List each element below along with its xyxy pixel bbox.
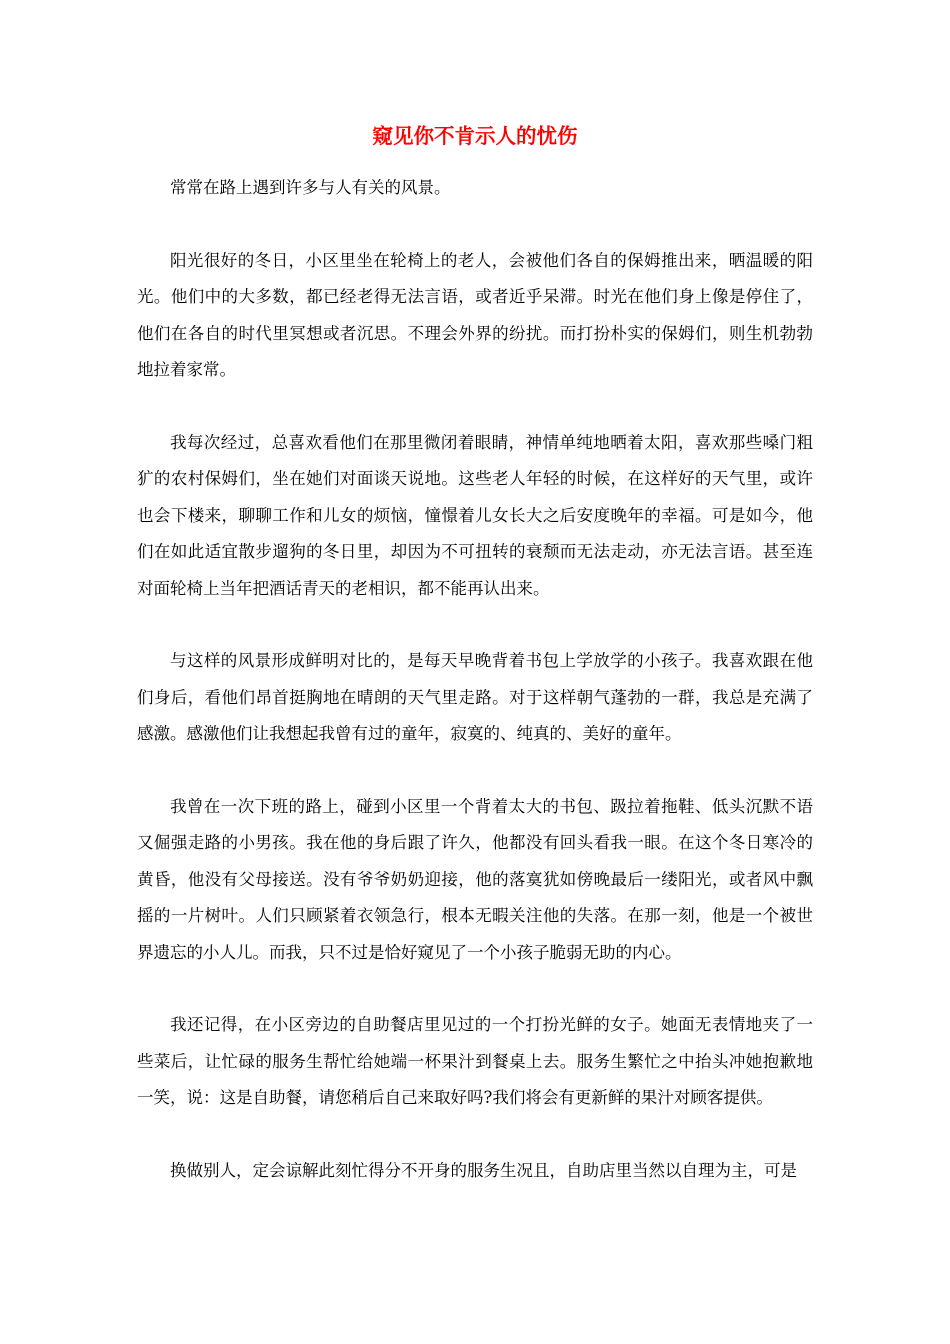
document-body xyxy=(137,170,813,1225)
document-title: 窥见你不肯示人的忧伤 xyxy=(372,124,578,148)
paragraph-3: 我每次经过，总喜欢看他们在那里微闭着眼睛，神情单纯地晒着太阳，喜欢那些嗓门粗犷的农村保姆们，坐在她们对面谈天说地。这些老人年轻的时候，在这样好的天气里，或许也会下楼来，聊聊工作和儿女的烦恼，憧憬着儿女长大之后安度晚年的幸福。可是如今，他们在如此适宜散步遛狗的冬日里，却因为不可扭转的衰颓而无法走动，亦无法言语。甚至连对面轮椅上当年把酒话青天的老相识，都不能再认出来。 xyxy=(137,432,813,598)
paragraph-7: 换做别人，定会谅解此刻忙得分不开身的服务生况且，自助店里当然以自理为主，可是 xyxy=(170,1160,797,1180)
paragraph-6: 我还记得，在小区旁边的自助餐店里见过的一个打扮光鲜的女子。她面无表情地夹了一些菜后，让忙碌的服务生帮忙给她端一杯果汁到餐桌上去。服务生繁忙之中抬头冲她抱歉地一笑，说：这是自助餐，请您稍后自己来取好吗?我们将会有更新鲜的果汁对顾客提供。 xyxy=(137,1015,813,1107)
paragraph-5: 我曾在一次下班的路上，碰到小区里一个背着太大的书包、趿拉着拖鞋、低头沉默不语又倔强走路的小男孩。我在他的身后跟了许久，他都没有回头看我一眼。在这个冬日寒冷的黄昏，他没有父母接送。没有爷爷奶奶迎接，他的落寞犹如傍晚最后一缕阳光，或者风中飘摇的一片树叶。人们只顾紧着衣领急行，根本无暇关注他的失落。在那一刻，他是一个被世界遗忘的小人儿。而我，只不过是恰好窥见了一个小孩子脆弱无助的内心。 xyxy=(137,796,813,962)
paragraph-1: 常常在路上遇到许多与人有关的风景。 xyxy=(170,178,451,197)
paragraph-4: 与这样的风景形成鲜明对比的，是每天早晚背着书包上学放学的小孩子。我喜欢跟在他们身后，看他们昂首挺胸地在晴朗的天气里走路。对于这样朝气蓬勃的一群，我总是充满了感激。感激他们让我想起我曾有过的童年，寂寞的、纯真的、美好的童年。 xyxy=(137,651,813,743)
paragraph-2: 阳光很好的冬日，小区里坐在轮椅上的老人，会被他们各自的保姆推出来，晒温暖的阳光。他们中的大多数，都已经老得无法言语，或者近乎呆滞。时光在他们身上像是停住了，他们在各自的时代里冥想或者沉思。不理会外界的纷扰。而打扮朴实的保姆们，则生机勃勃地拉着家常。 xyxy=(137,250,813,379)
